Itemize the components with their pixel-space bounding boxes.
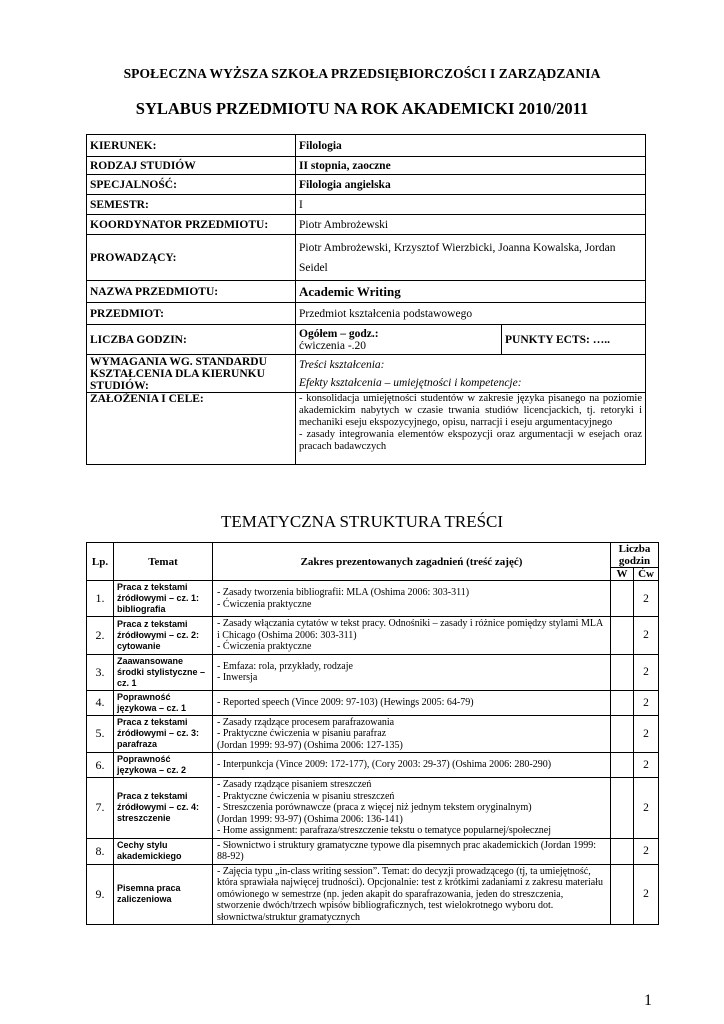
row-cw: 2: [634, 581, 659, 617]
row-w: [611, 617, 634, 655]
info-row-nazwa: [87, 281, 646, 303]
kierunek-label: KIERUNEK:: [87, 135, 296, 157]
row-w: [611, 715, 634, 753]
specjalnosc-label: SPECJALNOŚĆ:: [87, 175, 296, 195]
row-cw: 2: [634, 690, 659, 715]
institution-name: SPOŁECZNA WYŻSZA SZKOŁA PRZEDSIĘBIORCZOŚCI I ZARZĄDZANIA: [123, 66, 601, 81]
row-cw: 2: [634, 654, 659, 690]
row-temat: Praca z tekstami źródłowymi – cz. 1: bibliografia: [114, 581, 213, 617]
zakres-line: - Zasady rządzące pisaniem streszczeń: [217, 779, 372, 790]
table-row: [87, 778, 659, 839]
efekty-ksztalcenia: Efekty kształcenia – umiejętności i kompetencje:: [299, 376, 522, 389]
row-lp: 9.: [87, 864, 114, 925]
koordynator-value: Piotr Ambrożewski: [296, 215, 646, 235]
table-row: [87, 617, 659, 655]
row-lp: 2.: [87, 617, 114, 655]
row-lp: 1.: [87, 581, 114, 617]
zakres-line: - Praktyczne ćwiczenia w pisaniu streszczeń: [217, 790, 395, 802]
row-lp: 7.: [87, 778, 114, 839]
row-cw: 2: [634, 753, 659, 778]
row-cw: 2: [634, 864, 659, 925]
nazwa-label: NAZWA PRZEDMIOTU:: [87, 281, 296, 303]
row-cw: 2: [634, 715, 659, 753]
row-zakres: [213, 838, 611, 864]
row-lp: 4.: [87, 690, 114, 715]
row-zakres: [213, 753, 611, 778]
total-hours: Ogółem – godz.:: [299, 327, 379, 340]
zakres-line: - Zasady tworzenia bibliografii: MLA (Oshima 2006: 303-311): [217, 587, 470, 598]
info-row-zalozenia: [87, 393, 646, 465]
row-temat: Praca z tekstami źródłowymi – cz. 3: parafraza: [114, 715, 213, 753]
table-row: [87, 838, 659, 864]
info-row-wymagania: [87, 355, 646, 393]
row-zakres: [213, 654, 611, 690]
table-row: [87, 715, 659, 753]
zakres-line: - Zasady rządzące procesem parafrazowania: [217, 716, 395, 728]
zakres-line: - Zasady włączania cytatów w tekst pracy. Odnośniki – zasady i różnice pomiędzy stylami MLA i Chicago (Oshima 2006: 303-311): [217, 618, 603, 641]
zakres-line: - Reported speech (Vince 2009: 97-103) (Hewings 2005: 64-79): [217, 696, 474, 708]
koordynator-label: KOORDYNATOR PRZEDMIOTU:: [87, 215, 296, 235]
table-row: [87, 753, 659, 778]
table-row: [87, 654, 659, 690]
row-zakres: [213, 715, 611, 753]
row-cw: 2: [634, 838, 659, 864]
row-cw: 2: [634, 778, 659, 839]
goal-2: - zasady integrowania elementów ekspozycji oraz argumentacji w esejach oraz pracach badawczych: [299, 429, 642, 452]
zakres-line: (Jordan 1999: 93-97) (Oshima 2006: 136-141): [217, 813, 403, 825]
exercise-hours: ćwiczenia -.20: [299, 339, 367, 352]
zakres-line: - Słownictwo i struktury gramatyczne typowe dla pisemnych prac akademickich (Jordan 1999: 88-92): [217, 839, 597, 862]
row-lp: 8.: [87, 838, 114, 864]
info-row-prowadzacy: [87, 235, 646, 281]
row-w: [611, 690, 634, 715]
row-temat: Zaawansowane środki stylistyczne – cz. 1: [114, 654, 213, 690]
row-w: [611, 838, 634, 864]
specjalnosc-value: Filologia angielska: [296, 175, 646, 195]
semestr-label: SEMESTR:: [87, 195, 296, 215]
przedmiot-label: PRZEDMIOT:: [87, 303, 296, 325]
zalozenia-value: [296, 393, 646, 465]
info-row-kierunek: [87, 135, 646, 157]
info-row-koordynator: [87, 215, 646, 235]
row-zakres: [213, 864, 611, 925]
row-zakres: [213, 778, 611, 839]
tresci-ksztalcenia: Treści kształcenia:: [299, 358, 385, 371]
row-w: [611, 778, 634, 839]
hours-value: [296, 325, 502, 355]
info-row-rodzaj: [87, 157, 646, 175]
zakres-line: (Jordan 1999: 93-97) (Oshima 2006: 127-135): [217, 739, 403, 751]
liczba-label: LICZBA GODZIN:: [87, 325, 296, 355]
info-row-liczba: [87, 325, 646, 355]
header-liczba-godzin: Liczba godzin: [611, 543, 659, 568]
row-cw: 2: [634, 617, 659, 655]
row-temat: Praca z tekstami źródłowymi – cz. 4: streszczenie: [114, 778, 213, 839]
row-w: [611, 864, 634, 925]
zalozenia-label: ZAŁOŻENIA I CELE:: [87, 393, 296, 465]
row-zakres: [213, 581, 611, 617]
row-temat: Poprawność językowa – cz. 2: [114, 753, 213, 778]
table-row: [87, 581, 659, 617]
wymagania-label: WYMAGANIA WG. STANDARDU KSZTAŁCENIA DLA KIERUNKU STUDIÓW:: [87, 355, 296, 393]
zakres-line: - Praktyczne ćwiczenia w pisaniu parafraz: [217, 728, 387, 739]
goal-1: - konsolidacja umiejętności studentów w zakresie języka pisanego na poziomie akademickim nabytych w czasie trwania studiów licencjackich, tj. retoryki i mechaniki eseju ekspozycyjnego, opisu, narracji i eseju argumentacyjnego: [299, 393, 642, 428]
zakres-line: - Emfaza: rola, przykłady, rodzaje: [217, 660, 353, 672]
info-row-semestr: [87, 195, 646, 215]
header-temat: Temat: [114, 543, 213, 581]
prowadzacy-value: Piotr Ambrożewski, Krzysztof Wierzbicki, Joanna Kowalska, Jordan Seidel: [296, 235, 646, 281]
page-number: 1: [644, 992, 652, 1009]
przedmiot-value: Przedmiot kształcenia podstawowego: [296, 303, 646, 325]
row-temat: Cechy stylu akademickiego: [114, 838, 213, 864]
course-info-table: [86, 134, 646, 465]
zakres-line: - Streszczenia porównawcze (praca z więcej niż jednym tekstem oryginalnym): [217, 802, 532, 813]
semestr-value: I: [296, 195, 646, 215]
header-w: W: [611, 568, 634, 581]
topics-header-row: [87, 543, 659, 568]
kierunek-value: Filologia: [296, 135, 646, 157]
rodzaj-value: II stopnia, zaoczne: [296, 157, 646, 175]
prowadzacy-label: PROWADZĄCY:: [87, 235, 296, 281]
zakres-line: - Interpunkcja (Vince 2009: 172-177), (Cory 2003: 29-37) (Oshima 2006: 280-290): [217, 759, 552, 771]
row-temat: Pisemna praca zaliczeniowa: [114, 864, 213, 925]
topic-rows: [87, 581, 659, 925]
topics-table: [86, 542, 659, 925]
row-zakres: [213, 617, 611, 655]
row-w: [611, 753, 634, 778]
zakres-line: - Ćwiczenia praktyczne: [217, 598, 312, 610]
section-title: TEMATYCZNA STRUKTURA TREŚCI: [220, 512, 504, 531]
header-lp: Lp.: [87, 543, 114, 581]
info-row-przedmiot: [87, 303, 646, 325]
ects-points: PUNKTY ECTS: …..: [502, 325, 646, 355]
row-zakres: [213, 690, 611, 715]
info-row-specjalnosc: [87, 175, 646, 195]
wymagania-value: [296, 355, 646, 393]
table-row: [87, 864, 659, 925]
row-temat: Praca z tekstami źródłowymi – cz. 2: cytowanie: [114, 617, 213, 655]
row-w: [611, 654, 634, 690]
zakres-line: - Zajęcia typu „in-class writing session”. Temat: do decyzji prowadzącego (tj, ta umiejętność, która sprawiała najwięcej trudności). Opcjonalnie: test z krótkimi zadaniami z zakresu materiału omówionego w semestrze (np. jeden akapit do sparafrazowania, jeden do streszczenia, stworzenie dwóch/trzech wpisów bibliograficznych, test wielokrotnego wyboru dot. słownictwa/struktur gramatycznych: [217, 865, 603, 923]
row-lp: 6.: [87, 753, 114, 778]
nazwa-value: Academic Writing: [296, 281, 646, 303]
header-zakres: Zakres prezentowanych zagadnień (treść zajęć): [213, 543, 611, 581]
zakres-line: - Inwersja: [217, 672, 258, 683]
row-lp: 3.: [87, 654, 114, 690]
row-w: [611, 581, 634, 617]
zakres-line: - Home assignment: parafraza/streszczenie tekstu o tematyce popularnej/społecznej: [217, 825, 552, 836]
zakres-line: - Ćwiczenia praktyczne: [217, 641, 312, 652]
rodzaj-label: RODZAJ STUDIÓW: [87, 157, 296, 175]
row-lp: 5.: [87, 715, 114, 753]
row-temat: Poprawność językowa – cz. 1: [114, 690, 213, 715]
syllabus-title: SYLABUS PRZEDMIOTU NA ROK AKADEMICKI 2010/2011: [135, 99, 589, 118]
table-row: [87, 690, 659, 715]
header-cw: Ćw: [634, 568, 659, 581]
